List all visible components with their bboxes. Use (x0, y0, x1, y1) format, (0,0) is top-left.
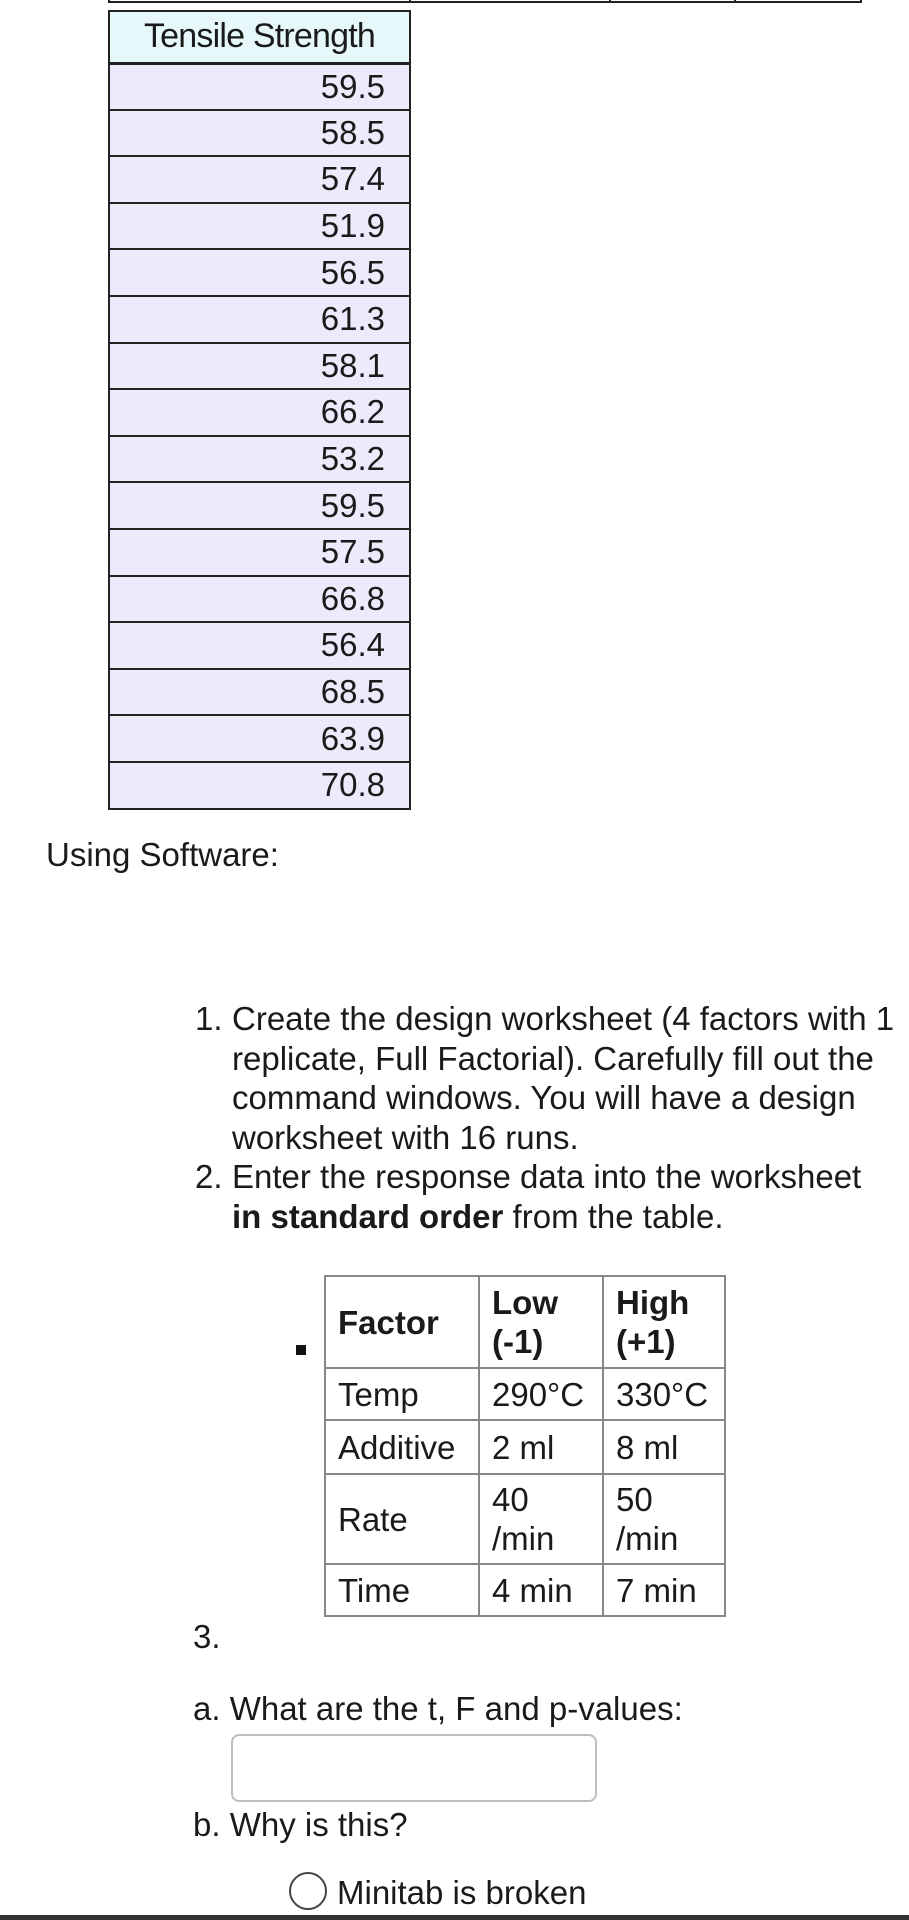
low-value-cell: 290°C (479, 1368, 603, 1420)
factor-name-cell: Temp (325, 1368, 479, 1420)
low-value-cell: 4 min (479, 1564, 603, 1616)
instruction-list (195, 999, 895, 1236)
table-divider (609, 0, 611, 3)
high-value-cell: 50 /min (603, 1474, 725, 1564)
question-a-label: a. What are the t, F and p-values: (193, 1690, 683, 1727)
tensile-value-cell: 68.5 (109, 669, 410, 716)
factor-name-cell: Time (325, 1564, 479, 1616)
tensile-value-cell: 57.4 (109, 156, 410, 203)
tensile-value-cell: 56.4 (109, 622, 410, 669)
step-2-text-end: from the table. (503, 1197, 724, 1235)
table-divider (860, 0, 862, 3)
low-header: Low (-1) (479, 1276, 603, 1368)
factor-header: Factor (325, 1276, 479, 1368)
step-1-text: Create the design worksheet (4 factors with 1 replicate, Full Factorial). Carefully fill out the command windows. You will have a design worksheet with 16 runs. (232, 1000, 895, 1156)
tensile-value-cell: 51.9 (109, 203, 410, 250)
tensile-value-cell: 70.8 (109, 762, 410, 809)
tensile-value-cell: 56.5 (109, 249, 410, 296)
step-1 (195, 999, 895, 1157)
step-2-text: Enter the response data into the worksheet (232, 1158, 862, 1195)
tensile-value-cell: 58.1 (109, 343, 410, 390)
step-3-number: 3. (193, 1618, 221, 1655)
table-divider (108, 0, 110, 3)
step-2-bold-text: in standard order (232, 1197, 504, 1235)
tensile-value-cell: 66.8 (109, 576, 410, 623)
factor-name-cell: Additive (325, 1420, 479, 1474)
high-header: High (+1) (603, 1276, 725, 1368)
low-value-cell: 40 /min (479, 1474, 603, 1564)
low-value-cell: 2 ml (479, 1420, 603, 1474)
factor-name-cell: Rate (325, 1474, 479, 1564)
factor-levels-table (324, 1275, 726, 1617)
high-value-cell: 7 min (603, 1564, 725, 1616)
bullet-marker (296, 1345, 306, 1355)
question-b-label: b. Why is this? (193, 1806, 408, 1843)
tensile-value-cell: 63.9 (109, 715, 410, 762)
step-1-number: 1. (195, 1000, 223, 1037)
t-f-p-values-input[interactable] (231, 1734, 597, 1802)
tensile-value-cell: 59.5 (109, 482, 410, 529)
high-value-cell: 8 ml (603, 1420, 725, 1474)
radio-button[interactable] (289, 1872, 327, 1910)
step-2-number: 2. (195, 1158, 223, 1195)
tensile-value-cell: 58.5 (109, 110, 410, 157)
radio-option-label: Minitab is broken (337, 1874, 587, 1911)
tensile-value-cell: 53.2 (109, 436, 410, 483)
previous-table-bottom-border (108, 0, 862, 3)
tensile-strength-header: Tensile Strength (109, 11, 410, 63)
using-software-label: Using Software: (46, 836, 279, 873)
bottom-edge-bar (0, 1915, 909, 1920)
high-value-cell: 330°C (603, 1368, 725, 1420)
step-2 (195, 1157, 895, 1236)
table-divider (734, 0, 736, 3)
tensile-strength-table (108, 10, 411, 810)
table-divider (409, 0, 411, 3)
tensile-value-cell: 61.3 (109, 296, 410, 343)
tensile-value-cell: 59.5 (109, 63, 410, 110)
tensile-value-cell: 66.2 (109, 389, 410, 436)
tensile-value-cell: 57.5 (109, 529, 410, 576)
